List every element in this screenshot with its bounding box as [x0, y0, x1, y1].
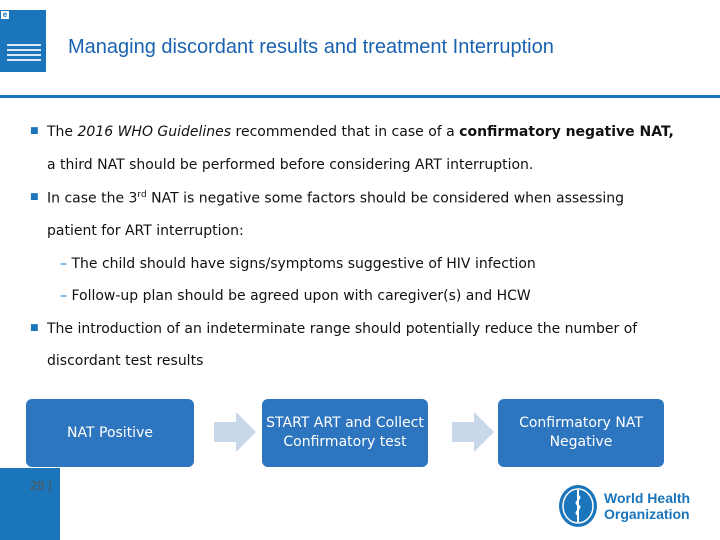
- bullet-1-line-1: The 2016 WHO Guidelines recommended that in case of a confirmatory negative NAT,: [47, 124, 674, 140]
- logo-lines: [7, 44, 41, 64]
- arrow-right-icon: [214, 410, 258, 454]
- logo-badge: e: [0, 10, 10, 20]
- logo: [0, 10, 46, 72]
- dash-marker: –: [60, 256, 72, 272]
- bullet-3-line-1: The introduction of an indeterminate range should potentially reduce the number of: [47, 321, 638, 337]
- who-logo-text: [604, 490, 690, 522]
- bullet-2-line-2: patient for ART interruption:: [47, 223, 244, 239]
- who-emblem-icon: [558, 484, 598, 528]
- bullet-3-line-2: discordant test results: [47, 353, 204, 369]
- org-name-line-1: World Health: [604, 490, 691, 506]
- org-name-line-2: Organization: [604, 506, 690, 522]
- bullet-1-line-2: a third NAT should be performed before considering ART interruption.: [47, 157, 534, 173]
- bullet-2-line-1: In case the 3rd NAT is negative some factors should be considered when assessing: [47, 190, 625, 207]
- page-number: 28 |: [30, 478, 52, 493]
- sub-item: – Follow-up plan should be agreed upon with caregiver(s) and HCW: [60, 288, 531, 304]
- bullet-marker: ■: [30, 323, 39, 333]
- flow-box-start-art: START ART and Collect Confirmatory test: [262, 399, 428, 467]
- flow-box-nat-positive: NAT Positive: [26, 399, 194, 467]
- bullet-marker: ■: [30, 192, 39, 202]
- bullet-marker: ■: [30, 126, 39, 136]
- page-title: Managing discordant results and treatment Interruption: [68, 36, 554, 58]
- sub-item: – The child should have signs/symptoms suggestive of HIV infection: [60, 256, 536, 272]
- flow-box-confirmatory-negative: Confirmatory NAT Negative: [498, 399, 664, 467]
- dash-marker: –: [60, 288, 72, 304]
- arrow-right-icon: [452, 410, 496, 454]
- title-divider: [0, 95, 720, 98]
